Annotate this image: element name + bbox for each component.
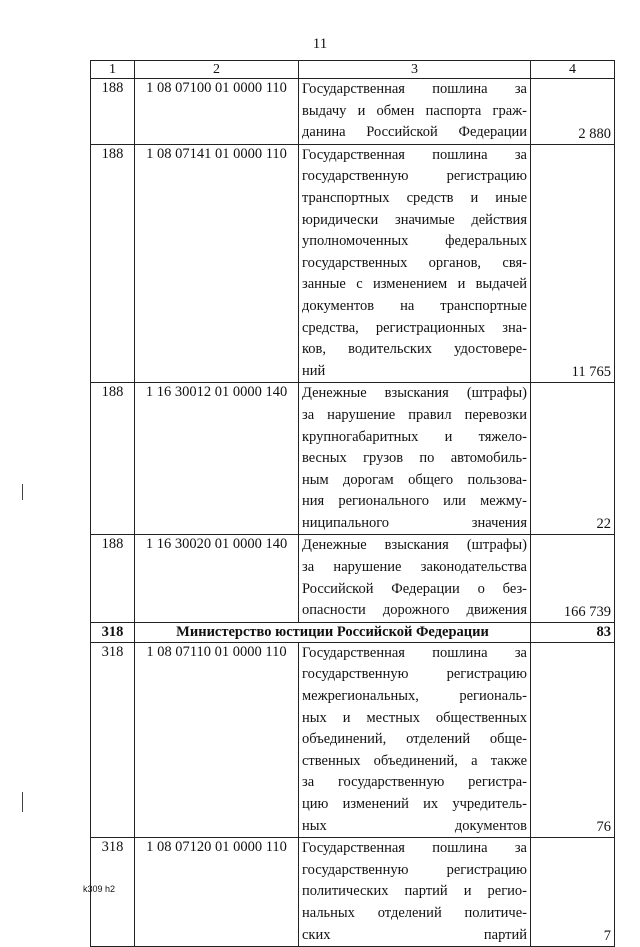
description-line: цию изменений их учредитель- — [302, 796, 527, 812]
description-line: политических партий и регио- — [302, 883, 527, 900]
description-line: государственную регистрацию — [302, 861, 527, 878]
description-line: Денежные взыскания (штрафы) — [302, 537, 527, 554]
description-line: ственных объединений, а также — [302, 752, 527, 769]
column-header: 2 — [135, 61, 299, 79]
description-line: государственных органов, свя- — [302, 254, 527, 271]
description-line: ских партий — [302, 926, 527, 943]
admin-code: 318 — [91, 622, 135, 642]
admin-code: 318 — [91, 838, 135, 947]
description — [299, 383, 531, 535]
footer-code: k309 h2 — [83, 884, 116, 894]
description-line: за нарушение законодательства — [302, 559, 527, 576]
table-header-row — [91, 61, 615, 79]
table-row — [91, 79, 615, 145]
description-line: ниципального значения — [302, 514, 527, 531]
revenue-code: 1 16 30020 01 0000 140 — [135, 535, 299, 622]
column-header: 1 — [91, 61, 135, 79]
margin-mark — [22, 792, 23, 812]
revenue-code: 1 08 07120 01 0000 110 — [135, 838, 299, 947]
description — [299, 838, 531, 947]
description-line: нальных отделений политиче- — [302, 904, 527, 921]
amount: 11 765 — [531, 144, 615, 383]
description — [299, 144, 531, 383]
table-row — [91, 383, 615, 535]
admin-code: 188 — [91, 79, 135, 145]
description-line: межрегиональных, региональ- — [302, 688, 527, 705]
description-line: транспортных средств и иные — [302, 189, 527, 206]
admin-code: 188 — [91, 144, 135, 383]
description-line: ных и местных общественных — [302, 709, 527, 726]
description-line: данина Российской Федерации — [302, 124, 527, 141]
description-line: занные с изменением и выдачей — [302, 276, 527, 293]
admin-code: 188 — [91, 535, 135, 622]
column-header: 4 — [531, 61, 615, 79]
description-line: ным дорогам общего пользова- — [302, 471, 527, 488]
page-number: 11 — [312, 36, 328, 52]
description — [299, 642, 531, 837]
margin-mark — [22, 484, 23, 500]
description-line: Денежные взыскания (штрафы) — [302, 385, 527, 402]
description-line: документов на транспортные — [302, 297, 527, 314]
description-line: ния регионального или межму- — [302, 493, 527, 510]
admin-code: 318 — [91, 642, 135, 837]
description-line: Государственная пошлина за — [302, 840, 527, 857]
amount: 166 739 — [531, 535, 615, 622]
description-line: за нарушение правил перевозки — [302, 406, 527, 423]
description-line: ний — [302, 362, 326, 379]
description-line: крупногабаритных и тяжело- — [302, 428, 527, 445]
amount: 22 — [531, 383, 615, 535]
description-line: опасности дорожного движения — [302, 602, 527, 619]
amount: 83 — [531, 622, 615, 642]
table-body — [91, 79, 615, 947]
description-line: средства, регистрационных зна- — [302, 319, 527, 336]
table-row — [91, 144, 615, 383]
amount: 7 — [531, 838, 615, 947]
description-line: юридически значимые действия — [302, 211, 527, 228]
description-line: Государственная пошлина за — [302, 644, 527, 661]
description-line: весных грузов по автомобиль- — [302, 450, 527, 467]
table-row — [91, 535, 615, 622]
table-row — [91, 642, 615, 837]
description-line: объединений, отделений обще- — [302, 731, 527, 748]
description-line: ных документов — [302, 817, 527, 834]
revenue-code: 1 08 07110 01 0000 110 — [135, 642, 299, 837]
description-line: государственную регистрацию — [302, 666, 527, 683]
description — [299, 535, 531, 622]
description-line: государственную регистрацию — [302, 168, 527, 185]
revenue-table — [90, 60, 615, 947]
revenue-code: 1 16 30012 01 0000 140 — [135, 383, 299, 535]
table-row — [91, 838, 615, 947]
column-header: 3 — [299, 61, 531, 79]
revenue-code: 1 08 07141 01 0000 110 — [135, 144, 299, 383]
amount: 2 880 — [531, 79, 615, 145]
revenue-code: 1 08 07100 01 0000 110 — [135, 79, 299, 145]
description-line: выдачу и обмен паспорта граж- — [302, 102, 527, 119]
description-line: Российской Федерации о без- — [302, 580, 527, 597]
description — [299, 79, 531, 145]
description-line: за государственную регистра- — [302, 774, 527, 791]
description-line: Государственная пошлина за — [302, 81, 527, 97]
description-line: уполномоченных федеральных — [302, 233, 527, 250]
ministry-title: Министерство юстиции Российской Федерации — [135, 622, 531, 642]
ministry-row — [91, 622, 615, 642]
amount: 76 — [531, 642, 615, 837]
admin-code: 188 — [91, 383, 135, 535]
description-line: Государственная пошлина за — [302, 146, 527, 163]
description-line: ков, водительских удостовере- — [302, 341, 527, 358]
